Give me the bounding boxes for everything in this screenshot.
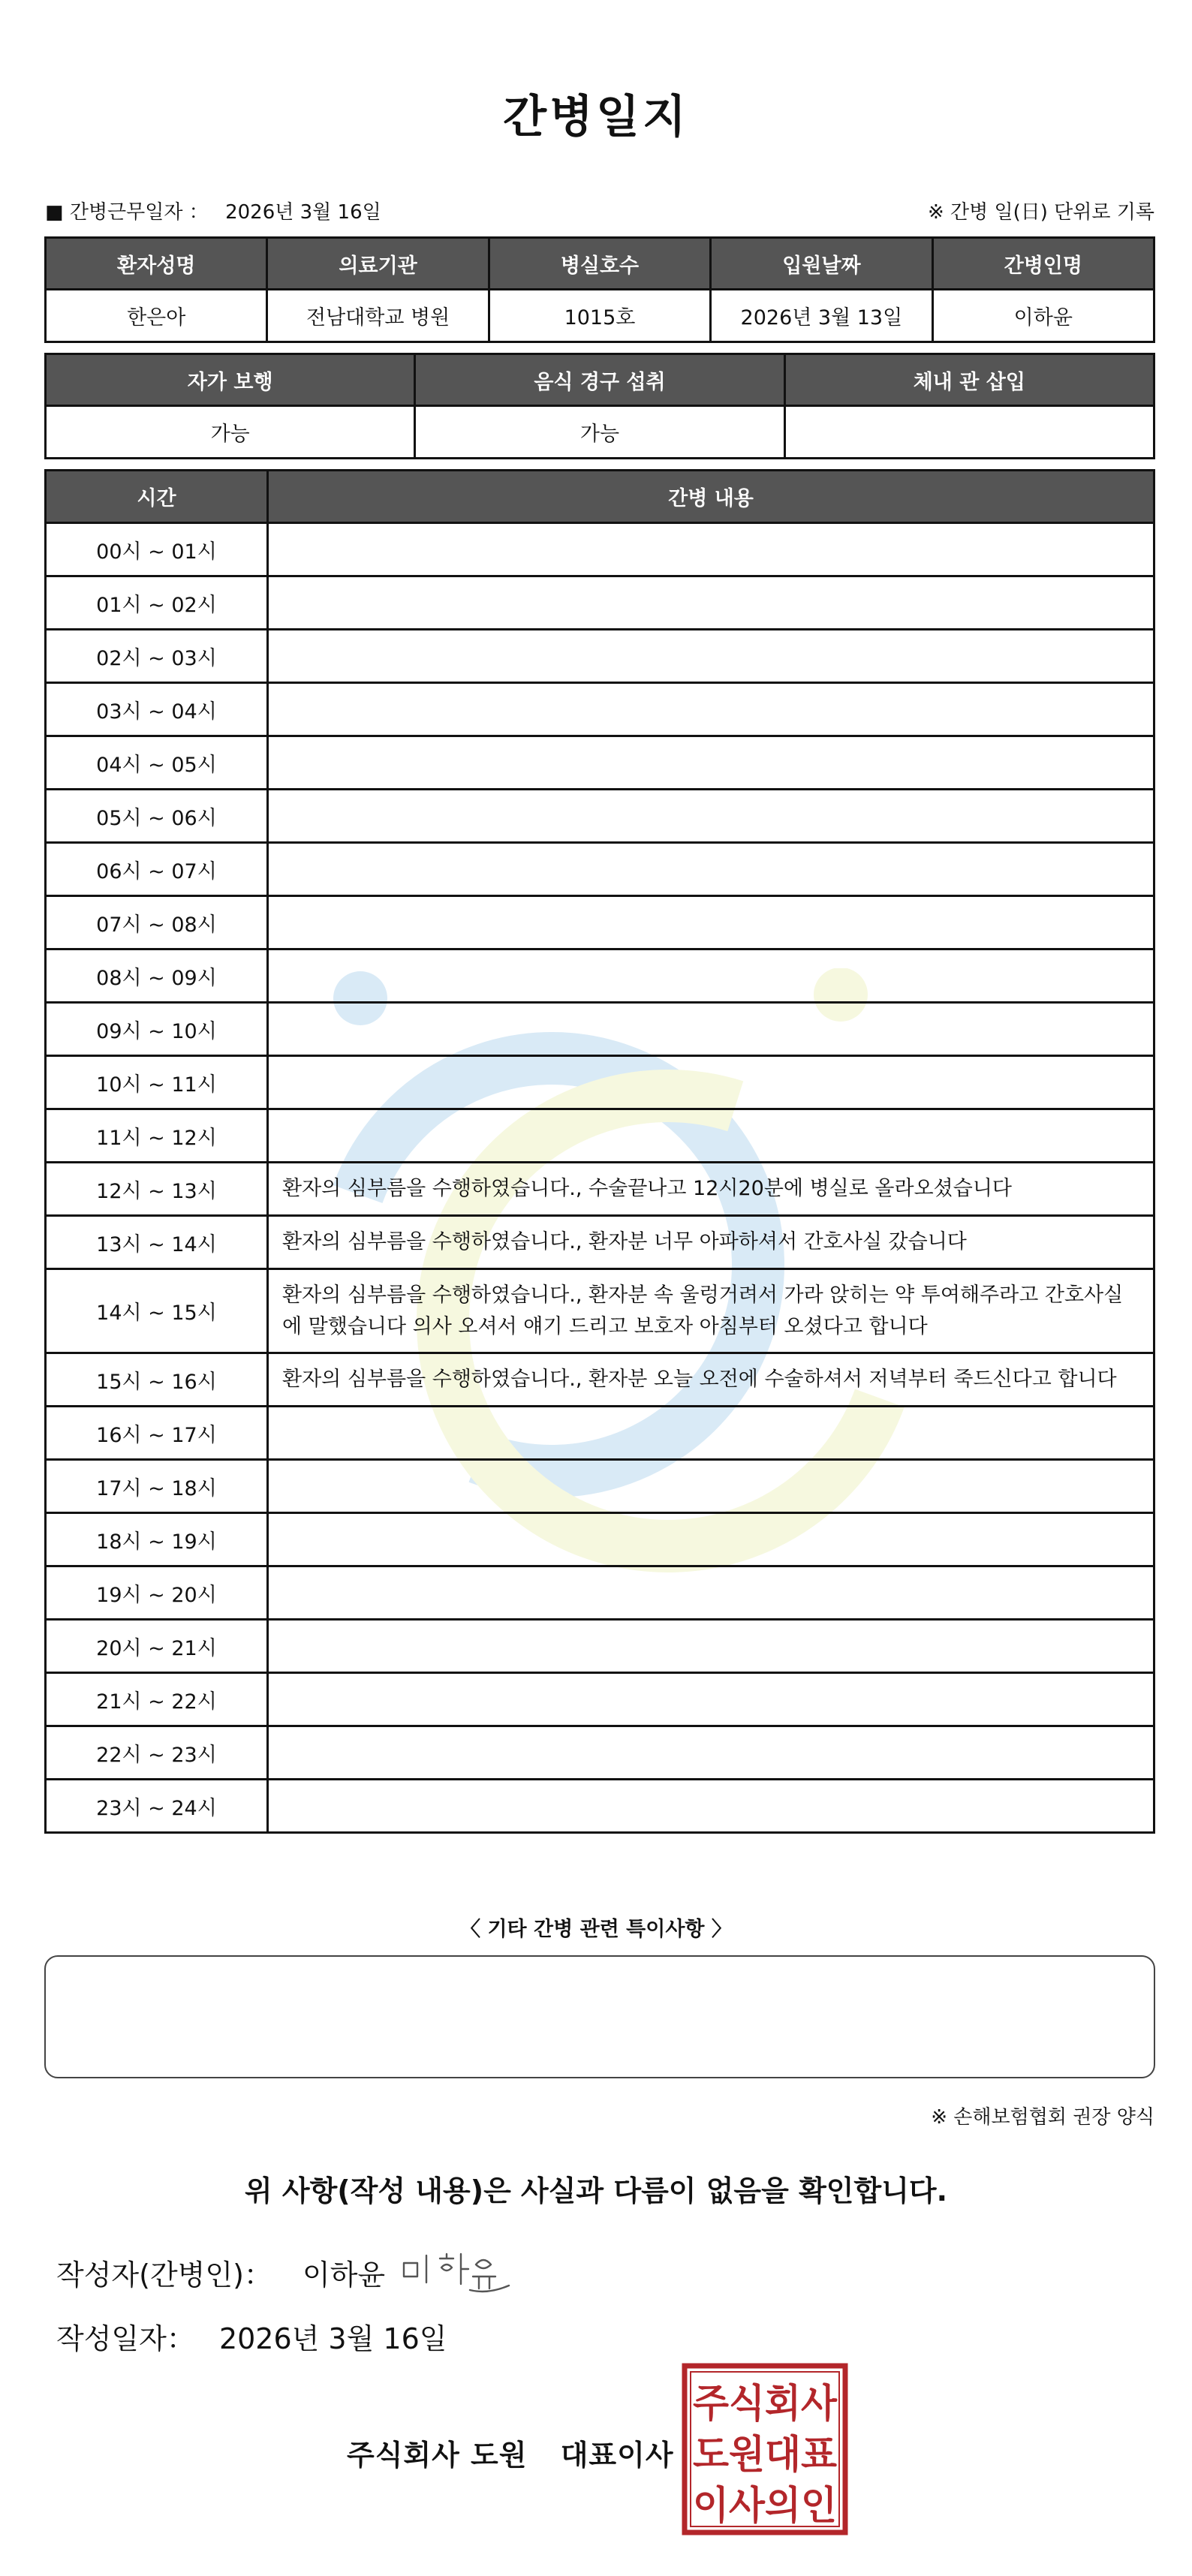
table-row: [46, 1216, 1154, 1269]
self-walking-value: 가능: [46, 406, 415, 459]
duty-date-value: 2026년 3월 16일: [225, 201, 381, 224]
hospital-name: 전남대학교 병원: [267, 290, 489, 342]
other-notes-title: 〈 기타 간병 관련 특이사항 〉: [460, 1918, 732, 1941]
room-number: 1015호: [489, 290, 710, 342]
care-content: [268, 523, 1154, 576]
care-content: [268, 1513, 1154, 1566]
tube-insertion-value: [784, 406, 1154, 459]
time-slot: 12시 ~ 13시: [46, 1163, 268, 1216]
table-row: [46, 1003, 1154, 1056]
time-slot: 14시 ~ 15시: [46, 1269, 268, 1353]
care-content: [268, 790, 1154, 843]
svg-text:주식회사: 주식회사: [693, 2382, 838, 2427]
caregiver-name: 이하윤: [932, 290, 1154, 342]
time-slot: 22시 ~ 23시: [46, 1726, 268, 1780]
table-row: [46, 896, 1154, 949]
time-slot: 00시 ~ 01시: [46, 523, 268, 576]
care-content: [268, 896, 1154, 949]
table-row: [46, 683, 1154, 736]
time-slot: 15시 ~ 16시: [46, 1353, 268, 1407]
care-content: [268, 630, 1154, 683]
handwritten-signature: [398, 2246, 518, 2299]
hourly-care-log-table: [44, 469, 1155, 1834]
time-slot: 23시 ~ 24시: [46, 1780, 268, 1833]
header-care-content: 간병 내용: [268, 471, 1154, 523]
time-slot: 02시 ~ 03시: [46, 630, 268, 683]
table-row: [46, 1566, 1154, 1620]
time-slot: 10시 ~ 11시: [46, 1056, 268, 1109]
duty-date-line: [45, 197, 381, 224]
care-content: [268, 949, 1154, 1003]
confirmation-statement: 위 사항(작성 내용)은 사실과 다름이 없음을 확인합니다.: [244, 2174, 948, 2207]
care-content: [268, 1003, 1154, 1056]
patient-name: 한은아: [46, 290, 267, 342]
table-row: [46, 1620, 1154, 1673]
header-tube-insertion: 체내 관 삽입: [784, 354, 1154, 406]
care-content: [268, 1407, 1154, 1460]
admission-date: 2026년 3월 13일: [711, 290, 932, 342]
care-content: [268, 1780, 1154, 1833]
care-content: 환자의 심부름을 수행하였습니다., 환자분 너무 아파하셔서 간호사실 갔습니다: [268, 1216, 1154, 1269]
svg-text:이사의인: 이사의인: [693, 2484, 837, 2529]
time-slot: 11시 ~ 12시: [46, 1109, 268, 1163]
header-time: 시간: [46, 471, 268, 523]
time-slot: 01시 ~ 02시: [46, 576, 268, 630]
care-content: [268, 1460, 1154, 1513]
writer-name: 이하윤: [303, 2259, 386, 2292]
care-content: [268, 1566, 1154, 1620]
table-row: [46, 843, 1154, 896]
representative-title: 대표이사: [560, 2439, 674, 2472]
table-row: [46, 1353, 1154, 1407]
header-admission-date: 입원날짜: [711, 238, 932, 290]
table-row: [46, 736, 1154, 790]
care-content: [268, 1726, 1154, 1780]
time-slot: 04시 ~ 05시: [46, 736, 268, 790]
table-row: [46, 1726, 1154, 1780]
care-content: [268, 843, 1154, 896]
duty-date-label: ■ 간병근무일자 ：: [45, 201, 209, 224]
care-content: 환자의 심부름을 수행하였습니다., 환자분 속 울렁거려서 가라 앉히는 약 투여해주라고 간호사실에 말했습니다 의사 오셔서 얘기 드리고 보호자 아침부터 오셨다고 합니다: [268, 1269, 1154, 1353]
header-caregiver-name: 간병인명: [932, 238, 1154, 290]
patient-status-table: [44, 353, 1155, 459]
time-slot: 16시 ~ 17시: [46, 1407, 268, 1460]
header-room: 병실호수: [489, 238, 710, 290]
time-slot: 06시 ~ 07시: [46, 843, 268, 896]
written-date-line: [56, 2316, 447, 2357]
header-oral-intake: 음식 경구 섭취: [415, 354, 784, 406]
time-slot: 07시 ~ 08시: [46, 896, 268, 949]
header-self-walking: 자가 보행: [46, 354, 415, 406]
writer-line: [56, 2252, 385, 2293]
time-slot: 20시 ~ 21시: [46, 1620, 268, 1673]
table-row: [46, 1673, 1154, 1726]
company-name: 주식회사 도원: [347, 2439, 528, 2472]
table-row: [46, 1109, 1154, 1163]
company-line: [347, 2432, 674, 2473]
time-slot: 03시 ~ 04시: [46, 683, 268, 736]
writer-label: 작성자(간병인)：: [56, 2259, 272, 2292]
table-row: [46, 1407, 1154, 1460]
other-notes-box: [44, 1955, 1155, 2078]
header-hospital: 의료기관: [267, 238, 489, 290]
time-slot: 13시 ~ 14시: [46, 1216, 268, 1269]
care-content: 환자의 심부름을 수행하였습니다., 환자분 오늘 오전에 수술하셔서 저녁부터 죽드신다고 합니다: [268, 1353, 1154, 1407]
written-date-value: 2026년 3월 16일: [218, 2322, 447, 2355]
company-seal: [682, 2363, 848, 2535]
standard-form-note: ※ 손해보험협회 권장 양식: [931, 2106, 1154, 2129]
care-content: [268, 1620, 1154, 1673]
table-row: [46, 1460, 1154, 1513]
table-row: [46, 1163, 1154, 1216]
time-slot: 05시 ~ 06시: [46, 790, 268, 843]
care-content: 환자의 심부름을 수행하였습니다., 수술끝나고 12시20분에 병실로 올라오셨습니다: [268, 1163, 1154, 1216]
table-row: [46, 630, 1154, 683]
time-slot: 08시 ~ 09시: [46, 949, 268, 1003]
table-row: [46, 1513, 1154, 1566]
care-content: [268, 736, 1154, 790]
time-slot: 09시 ~ 10시: [46, 1003, 268, 1056]
patient-info-table: [44, 236, 1155, 343]
table-row: [46, 1056, 1154, 1109]
oral-intake-value: 가능: [415, 406, 784, 459]
care-content: [268, 1056, 1154, 1109]
care-content: [268, 683, 1154, 736]
table-row: [46, 790, 1154, 843]
page-title: 간병일지: [503, 91, 689, 143]
table-row: [46, 1780, 1154, 1833]
care-content: [268, 1673, 1154, 1726]
time-slot: 18시 ~ 19시: [46, 1513, 268, 1566]
care-content: [268, 576, 1154, 630]
time-slot: 17시 ~ 18시: [46, 1460, 268, 1513]
table-row: [46, 1269, 1154, 1353]
written-date-label: 작성일자：: [56, 2322, 195, 2355]
time-slot: 19시 ~ 20시: [46, 1566, 268, 1620]
table-row: [46, 949, 1154, 1003]
daily-record-note: ※ 간병 일(日) 단위로 기록: [927, 201, 1154, 224]
table-row: [46, 576, 1154, 630]
care-content: [268, 1109, 1154, 1163]
time-slot: 21시 ~ 22시: [46, 1673, 268, 1726]
header-patient-name: 환자성명: [46, 238, 267, 290]
table-row: [46, 523, 1154, 576]
svg-text:도원대표: 도원대표: [693, 2433, 837, 2478]
